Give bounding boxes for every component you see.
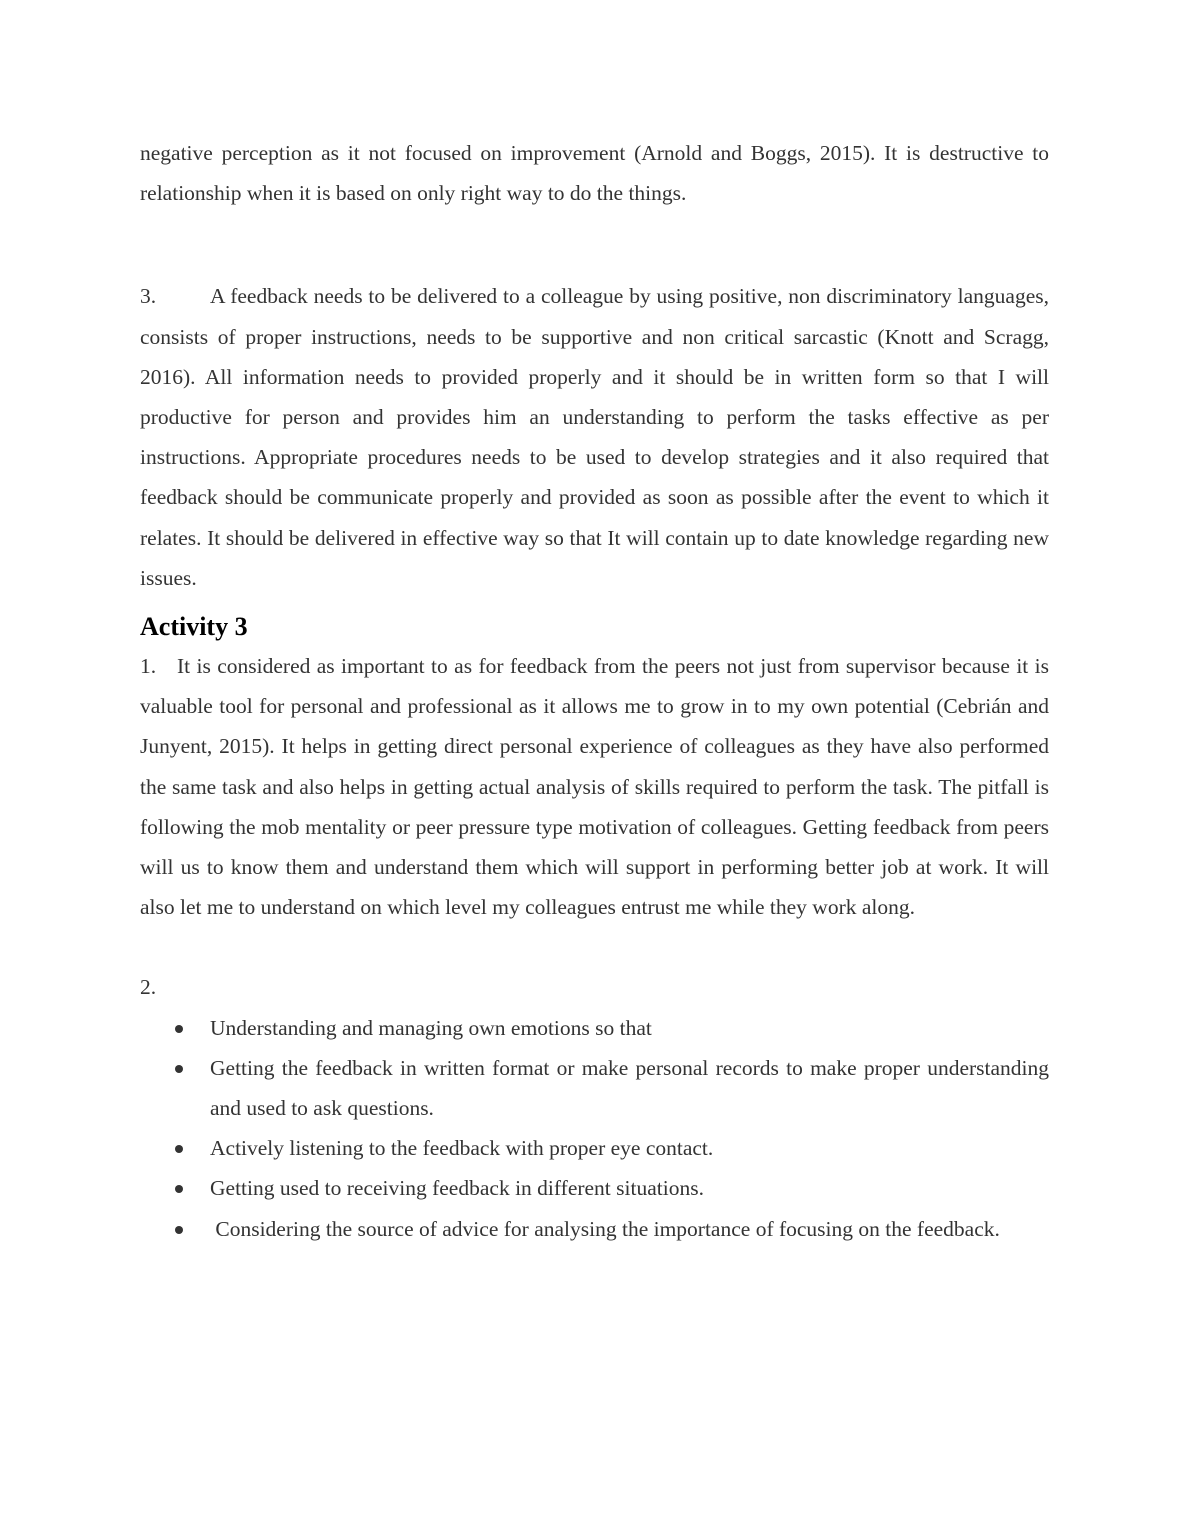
item-3-paragraph xyxy=(140,276,1049,598)
spacer xyxy=(140,927,1049,967)
document-page xyxy=(140,133,1049,1249)
spacer xyxy=(140,213,1049,276)
bullet-text: Getting the feedback in written format or make personal records to make proper understanding and used to ask questions. xyxy=(210,1055,1049,1121)
bullet-text: Getting used to receiving feedback in different situations. xyxy=(210,1176,704,1201)
bullet-item xyxy=(140,1008,1049,1048)
item-3-text: A feedback needs to be delivered to a colleague by using positive, non discriminatory languages, consists of proper instructions, needs to be supportive and non critical sarcastic (Knott and Scragg, 2016). All information needs to provided properly and it should be in written form so that I will productive for person and provides him an understanding to perform the tasks effective as per instructions. Appropriate procedures needs to be used to develop strategies and it also required that feedback should be communicate properly and provided as soon as possible after the event to which it relates. It should be delivered in effective way so that It will contain up to date knowledge regarding new issues. xyxy=(140,284,1049,590)
bullet-icon xyxy=(175,1145,183,1153)
bullet-text: Considering the source of advice for analysing the importance of focusing on the feedback. xyxy=(210,1216,1000,1241)
bullet-item xyxy=(140,1209,1049,1249)
bullet-icon xyxy=(175,1185,183,1193)
activity-item-2-number: 2. xyxy=(140,975,157,1000)
activity-item-1-number: 1. xyxy=(140,654,157,679)
item-3-number: 3. xyxy=(140,284,157,309)
bullet-text: Understanding and managing own emotions so that xyxy=(210,1015,652,1040)
feedback-bullet-list xyxy=(140,1008,1049,1249)
activity-item-1-text: It is considered as important to as for feedback from the peers not just from supervisor because it is valuable tool for personal and professional as it allows me to grow in to my own potential (Cebrián and Junyent, 2015). It helps in getting direct personal experience of colleagues as they have also performed the same task and also helps in getting actual analysis of skills required to perform the task. The pitfall is following the mob mentality or peer pressure type motivation of colleagues. Getting feedback from peers will us to know them and understand them which will support in performing better job at work. It will also let me to understand on which level my colleagues entrust me while they work along. xyxy=(140,654,1049,920)
bullet-icon xyxy=(175,1226,183,1234)
bullet-item xyxy=(140,1048,1049,1128)
bullet-item xyxy=(140,1168,1049,1208)
intro-paragraph: negative perception as it not focused on improvement (Arnold and Boggs, 2015). It is destructive to relationship when it is based on only right way to do the things. xyxy=(140,141,1049,206)
bullet-item xyxy=(140,1128,1049,1168)
bullet-icon xyxy=(175,1065,183,1073)
bullet-text: Actively listening to the feedback with proper eye contact. xyxy=(210,1136,714,1161)
bullet-icon xyxy=(175,1025,183,1033)
activity-item-1-paragraph xyxy=(140,646,1049,927)
activity-heading: Activity 3 xyxy=(140,612,248,642)
